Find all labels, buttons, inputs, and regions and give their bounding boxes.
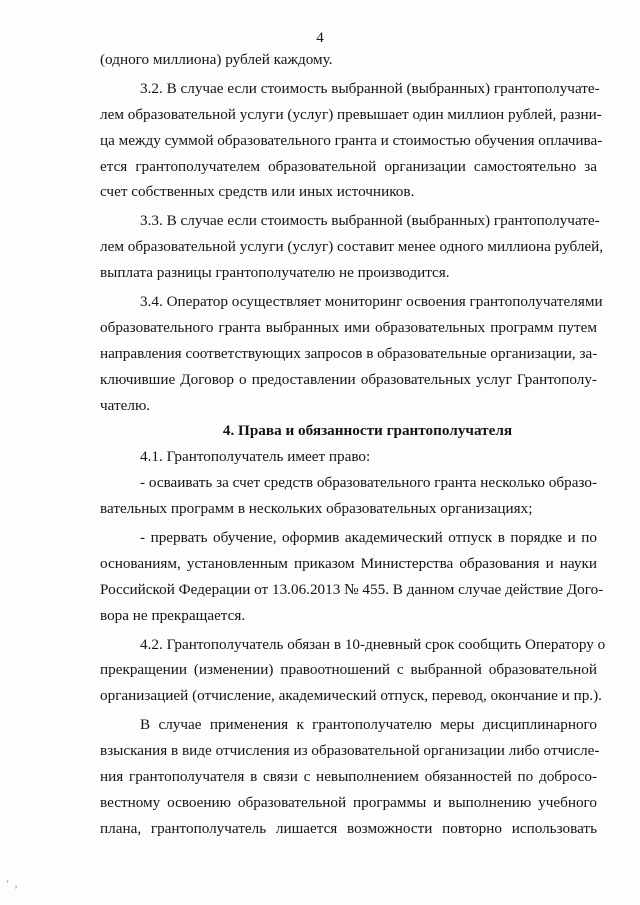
- text-line: ния грантополучателя в связи с невыполнением обязанностей по добросо-: [100, 768, 597, 786]
- text-line: взыскания в виде отчисления из образовательной организации либо отчисле-: [100, 742, 600, 760]
- text-line: - прервать обучение, оформив академический отпуск в порядке и по: [140, 529, 597, 547]
- text-line: вора не прекращается.: [100, 606, 246, 624]
- text-line: лем образовательной услуги (услуг) составит менее одного миллиона рублей,: [100, 238, 604, 256]
- scan-mark: ' ,: [7, 879, 20, 889]
- text-line: - осваивать за счет средств образовательного гранта несколько образо-: [140, 474, 597, 492]
- text-line: (одного миллиона) рублей каждому.: [100, 51, 333, 68]
- text-line: 4.1. Грантополучатель имеет право:: [140, 448, 371, 466]
- text-line: чателю.: [100, 396, 151, 414]
- text-line: направления соответствующих запросов в образовательные организации, за-: [100, 344, 598, 362]
- text-line: ключившие Договор о предоставлении образовательных услуг Грантополу-: [100, 370, 597, 388]
- text-line: В случае применения к грантополучателю меры дисциплинарного: [140, 716, 597, 734]
- page-number: 4: [316, 30, 324, 46]
- text-line: лем образовательной услуги (услуг) превышает один миллион рублей, разни-: [100, 105, 602, 123]
- text-line: прекращении (изменении) правоотношений с выбранной образовательной: [100, 661, 597, 679]
- text-line: ца между суммой образовательного гранта и стоимостью обучения оплачива-: [100, 131, 603, 149]
- section-heading: 4. Права и обязанности грантополучателя: [222, 422, 513, 440]
- text-line: вательных программ в нескольких образовательных организациях;: [100, 500, 533, 518]
- text-line: ется грантополучателем образовательной организации самостоятельно за: [100, 157, 597, 175]
- text-line: плана, грантополучатель лишается возможности повторно использовать: [100, 819, 597, 837]
- text-line: 3.4. Оператор осуществляет мониторинг освоения грантополучателями: [140, 293, 603, 311]
- text-line: основаниям, установленным приказом Министерства образования и науки: [100, 554, 597, 572]
- text-line: счет собственных средств или иных источников.: [100, 183, 415, 201]
- text-line: организацией (отчисление, академический отпуск, перевод, окончание и пр.).: [100, 687, 602, 705]
- text-line: 3.2. В случае если стоимость выбранной (выбранных) грантополучате-: [140, 79, 600, 97]
- document-body: [100, 47, 606, 842]
- text-line: 4.2. Грантополучатель обязан в 10-дневный срок сообщить Оператору о: [140, 635, 606, 653]
- text-line: вестному освоению образовательной программы и выполнению учебного: [100, 793, 597, 811]
- text-line: выплата разницы грантополучателю не производится.: [100, 264, 450, 282]
- text-line: Российской Федерации от 13.06.2013 № 455. В данном случае действие Дого-: [100, 580, 604, 598]
- text-line: 3.3. В случае если стоимость выбранной (выбранных) грантополучате-: [140, 212, 600, 230]
- text-line: образовательного гранта выбранных ими образовательных программ путем: [100, 318, 597, 336]
